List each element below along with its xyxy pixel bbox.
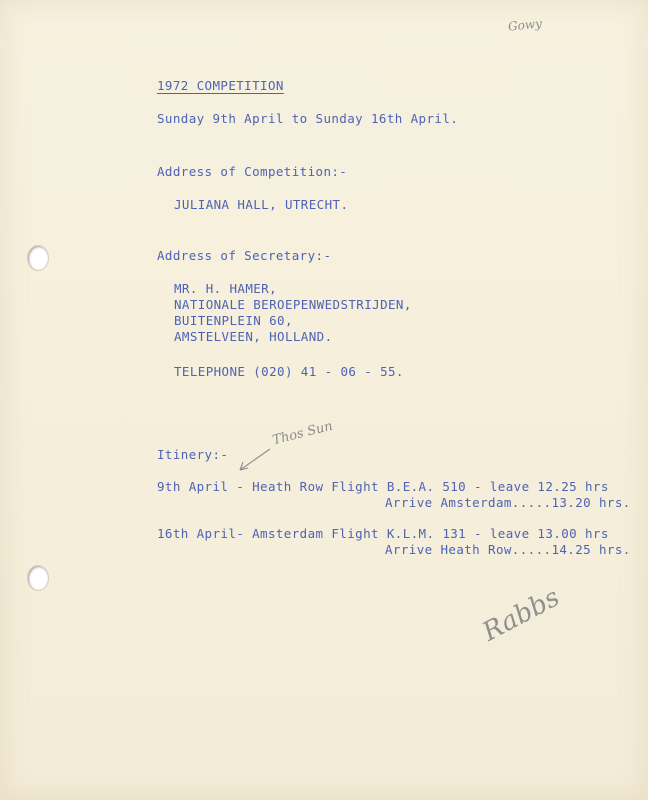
pencil-arrow-icon (234, 446, 274, 476)
competition-dates: Sunday 9th April to Sunday 16th April. (157, 111, 459, 126)
pencil-signature: Rabbs (477, 582, 565, 648)
secretary-address-line: MR. H. HAMER, (174, 281, 278, 296)
secretary-telephone: TELEPHONE (020) 41 - 06 - 55. (174, 364, 404, 379)
punch-hole-top (28, 246, 48, 270)
secretary-address-heading: Address of Secretary:- (157, 248, 332, 263)
itinerary-leg-arrival: Arrive Amsterdam.....13.20 hrs. (385, 495, 631, 510)
itinerary-leg-line: 9th April - Heath Row Flight B.E.A. 510 - leave 12.25 hrs (157, 479, 609, 494)
itinerary-pencil-note: Thos Sun (271, 418, 335, 449)
secretary-address-line: BUITENPLEIN 60, (174, 313, 293, 328)
secretary-address-line: AMSTELVEEN, HOLLAND. (174, 329, 333, 344)
punch-hole-bottom (28, 566, 48, 590)
document-title: 1972 COMPETITION (157, 78, 284, 93)
itinerary-heading: Itinery:- (157, 447, 229, 462)
competition-address-line: JULIANA HALL, UTRECHT. (174, 197, 349, 212)
itinerary-leg-arrival: Arrive Heath Row.....14.25 hrs. (385, 542, 631, 557)
itinerary-leg-line: 16th April- Amsterdam Flight K.L.M. 131 - leave 13.00 hrs (157, 526, 609, 541)
corner-pencil-note: Gowy (507, 16, 543, 34)
secretary-address-line: NATIONALE BEROEPENWEDSTRIJDEN, (174, 297, 412, 312)
competition-address-heading: Address of Competition:- (157, 164, 348, 179)
